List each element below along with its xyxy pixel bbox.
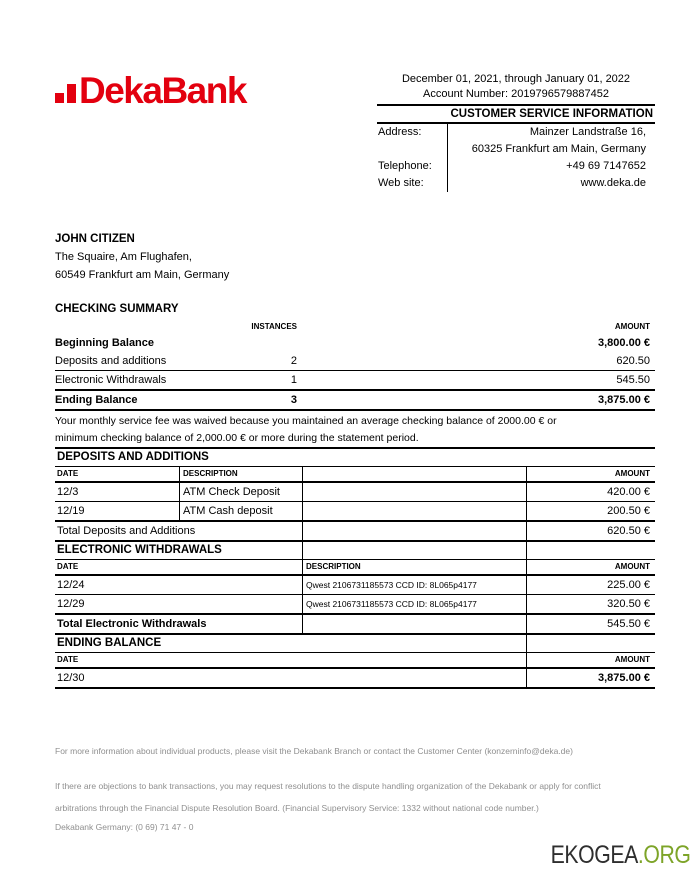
note-line2: minimum checking balance of 2,000.00 € or more during the statement period.: [55, 432, 419, 444]
summary-row-beginning-balance: Beginning Balance 3,800.00 €: [55, 337, 650, 349]
description-column-header: DESCRIPTION: [179, 467, 302, 481]
deposit-row: 12/19 ATM Cash deposit 200.50 €: [55, 502, 655, 522]
withdrawals-total-row: [55, 615, 655, 633]
customer-address-block: [55, 230, 655, 284]
info-row-telephone: [377, 158, 655, 175]
customer-service-title: CUSTOMER SERVICE INFORMATION: [377, 104, 655, 124]
info-label: Address:: [377, 124, 448, 141]
logo-wordmark: DekaBank: [79, 70, 246, 111]
statement-header: [55, 70, 655, 192]
ending-balance-table: [55, 633, 655, 689]
deposits-column-headers: [55, 467, 655, 483]
info-label: Web site:: [377, 175, 448, 192]
ending-balance-section-header: ENDING BALANCE: [55, 633, 655, 653]
footer-line3: arbitrations through the Financial Dispute Resolution Board. (Financial Supervisory Service: 1332 without national code number.): [55, 803, 539, 813]
legal-footer: [55, 746, 655, 832]
info-row-address: [377, 124, 655, 141]
withdrawals-section-header: ELECTRONIC WITHDRAWALS: [55, 540, 655, 560]
deposits-total-amount: 620.50 €: [526, 522, 655, 540]
service-fee-note: [55, 411, 655, 447]
info-row-address-2: [377, 141, 655, 158]
ekogea-watermark: [550, 841, 690, 870]
withdrawals-column-headers: [55, 560, 655, 576]
account-number-label: Account Number:: [423, 88, 509, 100]
info-value: 60325 Frankfurt am Main, Germany: [471, 143, 646, 155]
summary-row-ending-balance: Ending Balance 3 3,875.00 €: [55, 391, 655, 411]
instances-column-header: INSTANCES: [251, 322, 297, 331]
deposits-total-label: Total Deposits and Additions: [57, 525, 196, 537]
date-column-header: DATE: [57, 562, 79, 571]
description-column-header: DESCRIPTION: [302, 560, 526, 574]
footer-line1: For more information about individual products, please visit the Dekabank Branch or contact the Customer Center (konzerninfo@deka.de): [55, 746, 573, 756]
summary-header-row: [55, 320, 655, 334]
amount-column-header: AMOUNT: [614, 322, 650, 331]
withdrawals-total-amount: 545.50 €: [526, 615, 655, 633]
customer-address-line1: The Squaire, Am Flughafen,: [55, 251, 192, 263]
deposits-section-header: DEPOSITS AND ADDITIONS: [55, 447, 655, 467]
info-label: Telephone:: [377, 158, 448, 175]
withdrawals-table: [55, 540, 655, 633]
amount-column-header: AMOUNT: [526, 653, 655, 667]
amount-column-header: AMOUNT: [526, 560, 655, 574]
info-row-website: [377, 175, 655, 192]
account-number-line: [377, 87, 655, 102]
date-column-header: DATE: [57, 655, 79, 664]
dekabank-logo: [55, 72, 246, 110]
ekogea-name: EKOGEA: [550, 841, 638, 869]
info-value: www.deka.de: [580, 177, 646, 189]
deposits-table: [55, 447, 655, 540]
logo-bar-tall-icon: [67, 84, 76, 103]
account-number-value: 2019796579887452: [511, 88, 609, 100]
info-value: +49 69 7147652: [566, 160, 646, 172]
amount-column-header: AMOUNT: [526, 467, 655, 481]
withdrawal-row: 12/24 Qwest 2106731185573 CCD ID: 8L065p4177 225.00 €: [55, 576, 655, 595]
date-column-header: DATE: [57, 469, 79, 478]
deposit-row: 12/3 ATM Check Deposit 420.00 €: [55, 483, 655, 502]
customer-name: JOHN CITIZEN: [55, 233, 135, 245]
checking-summary-title: CHECKING SUMMARY: [55, 303, 179, 315]
withdrawal-row: 12/29 Qwest 2106731185573 CCD ID: 8L065p4177 320.50 €: [55, 595, 655, 615]
withdrawals-total-label: Total Electronic Withdrawals: [57, 618, 207, 630]
info-value: Mainzer Landstraße 16,: [529, 126, 646, 138]
summary-row-deposits: Deposits and additions 2 620.50: [55, 352, 655, 371]
info-label: [377, 141, 448, 158]
footer-line2: If there are objections to bank transactions, you may request resolutions to the dispute handling organization of the Dekabank or apply for conflict: [55, 781, 601, 791]
note-line1: Your monthly service fee was waived because you maintained an average checking balance of 2000.00 € or: [55, 415, 557, 427]
statement-period: December 01, 2021, through January 01, 2022: [401, 73, 631, 85]
summary-row-withdrawals: Electronic Withdrawals 1 545.50: [55, 371, 655, 391]
customer-service-block: [377, 72, 655, 192]
deposits-total-row: [55, 522, 655, 540]
ekogea-tld: .ORG: [637, 841, 690, 869]
ending-balance-column-headers: [55, 653, 655, 669]
footer-line4: Dekabank Germany: (0 69) 71 47 - 0: [55, 822, 194, 832]
customer-service-rows: [377, 124, 655, 192]
customer-address-line2: 60549 Frankfurt am Main, Germany: [55, 269, 230, 281]
ending-balance-row: 12/30 3,875.00 €: [55, 669, 655, 689]
logo-bar-small-icon: [55, 93, 64, 103]
checking-summary-table: [55, 320, 655, 447]
